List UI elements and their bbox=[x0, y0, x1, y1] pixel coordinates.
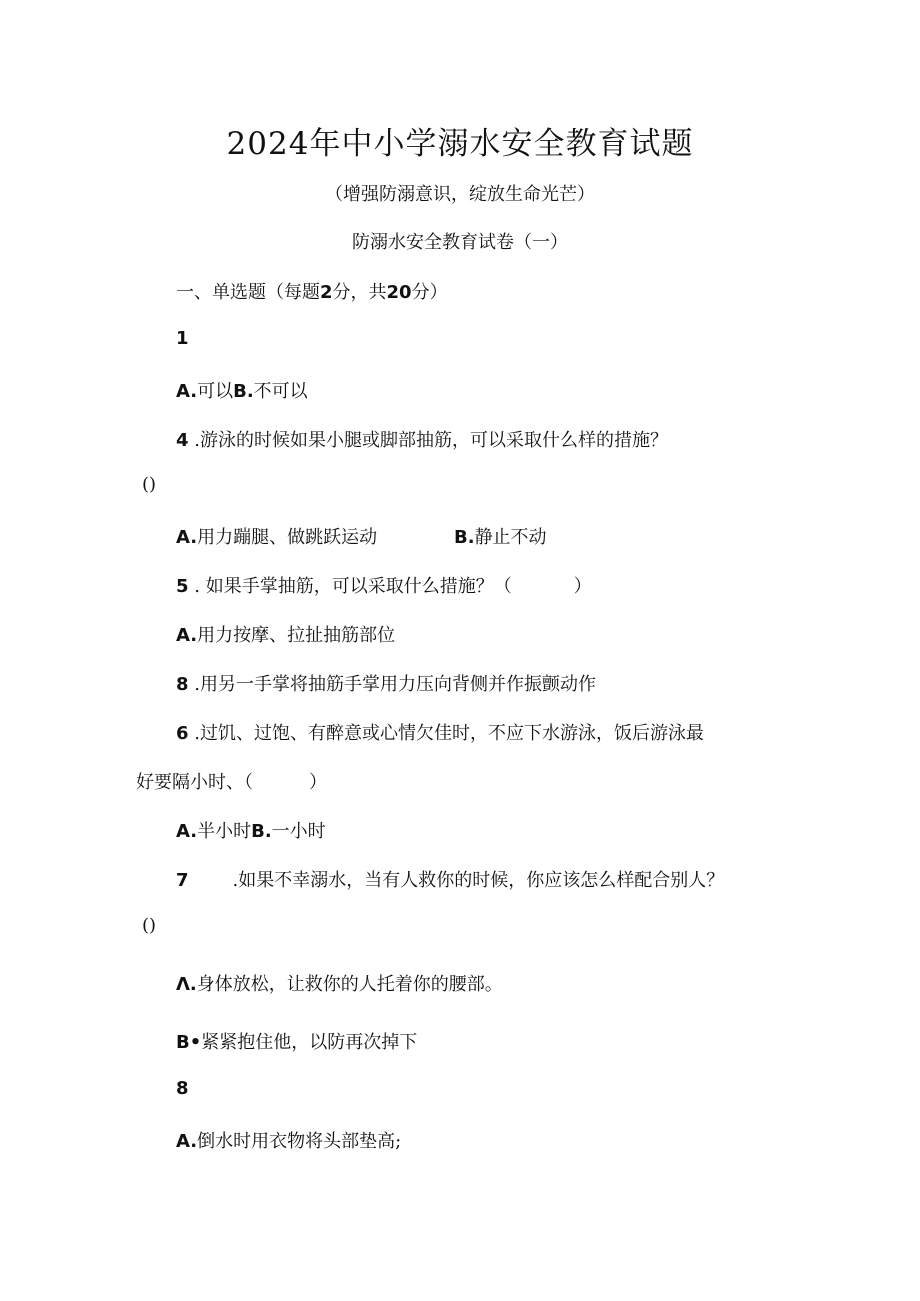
option-a-text: 用力按摩、拉扯抽筋部位 bbox=[197, 625, 396, 646]
question-5-option-a bbox=[176, 621, 395, 647]
option-a-text: 倒水时用衣物将头部垫高; bbox=[197, 1131, 402, 1152]
question-number: 6 bbox=[176, 723, 189, 744]
question-close: ） bbox=[573, 576, 592, 597]
option-b-label: B• bbox=[176, 1032, 202, 1053]
question-number: 1 bbox=[176, 328, 189, 349]
question-7 bbox=[176, 866, 724, 892]
question-text: .过饥、过饱、有醉意或心情欠佳时，不应下水游泳，饭后游泳最 bbox=[188, 723, 704, 744]
document-title: 2024年中小学溺水安全教育试题 bbox=[226, 126, 694, 162]
question-6 bbox=[176, 719, 704, 745]
question-7-option-a bbox=[176, 970, 503, 996]
question-number: 4 bbox=[176, 430, 189, 451]
option-b-text: 紧紧抱住他，以防再次掉下 bbox=[201, 1032, 418, 1053]
item-number: 8 bbox=[176, 674, 189, 695]
question-4-answer-blank: () bbox=[142, 474, 157, 495]
section-suffix: 分） bbox=[411, 282, 448, 303]
option-a-label: A. bbox=[176, 821, 198, 842]
option-a-label: A. bbox=[176, 1131, 198, 1152]
question-6-options bbox=[176, 817, 326, 843]
question-5 bbox=[176, 572, 592, 598]
question-number: 5 bbox=[176, 576, 189, 597]
question-text: .游泳的时候如果小腿或脚部抽筋，可以采取什么样的措施？ bbox=[188, 430, 668, 451]
section-mid: 分，共 bbox=[332, 282, 387, 303]
question-6-continued bbox=[136, 768, 327, 794]
question-4-options bbox=[176, 523, 377, 549]
option-b-label: B. bbox=[454, 527, 475, 548]
question-7-option-b bbox=[176, 1028, 417, 1054]
option-a-label: A. bbox=[176, 527, 198, 548]
option-b-label: B. bbox=[233, 381, 254, 402]
option-b-text: 一小时 bbox=[271, 821, 326, 842]
question-1 bbox=[176, 328, 189, 349]
section-points-total: 20 bbox=[386, 282, 412, 303]
option-b-text: 静止不动 bbox=[474, 527, 547, 548]
option-a-text: 半小时 bbox=[197, 821, 252, 842]
question-8 bbox=[176, 1078, 189, 1099]
section-points-each: 2 bbox=[320, 282, 333, 303]
question-number: 7 bbox=[176, 870, 189, 891]
option-a-label: A. bbox=[176, 625, 198, 646]
question-4-option-b bbox=[454, 523, 547, 549]
question-close: ） bbox=[309, 772, 327, 793]
section-heading bbox=[176, 278, 448, 304]
document-subtitle: （增强防溺意识，绽放生命光芒） bbox=[325, 184, 595, 205]
paper-name: 防溺水安全教育试卷（一） bbox=[352, 232, 568, 253]
question-1-options bbox=[176, 377, 308, 403]
section-prefix: 一、单选题（每题 bbox=[176, 282, 320, 303]
question-4 bbox=[176, 426, 668, 452]
question-number: 8 bbox=[176, 1078, 189, 1099]
item-text: .用另一手掌将抽筋手掌用力压向背侧并作振颤动作 bbox=[188, 674, 596, 695]
option-b-label: B. bbox=[251, 821, 272, 842]
question-text: . 如果手掌抽筋，可以采取什么措施？（ bbox=[188, 576, 512, 597]
option-a-text: 用力蹦腿、做跳跃运动 bbox=[197, 527, 378, 548]
question-8-option bbox=[176, 670, 596, 696]
option-a-label: A. bbox=[176, 381, 198, 402]
question-text: .如果不幸溺水，当有人救你的时候，你应该怎么样配合别人？ bbox=[232, 870, 725, 891]
option-a-label: Λ. bbox=[176, 974, 197, 995]
option-a-text: 身体放松，让救你的人托着你的腰部。 bbox=[196, 974, 503, 995]
question-7-answer-blank: () bbox=[142, 915, 157, 936]
question-text-continued: 好要隔小时、（ bbox=[136, 772, 253, 793]
option-b-text: 不可以 bbox=[253, 381, 308, 402]
question-8-option-a bbox=[176, 1127, 401, 1153]
option-a-text: 可以 bbox=[197, 381, 234, 402]
